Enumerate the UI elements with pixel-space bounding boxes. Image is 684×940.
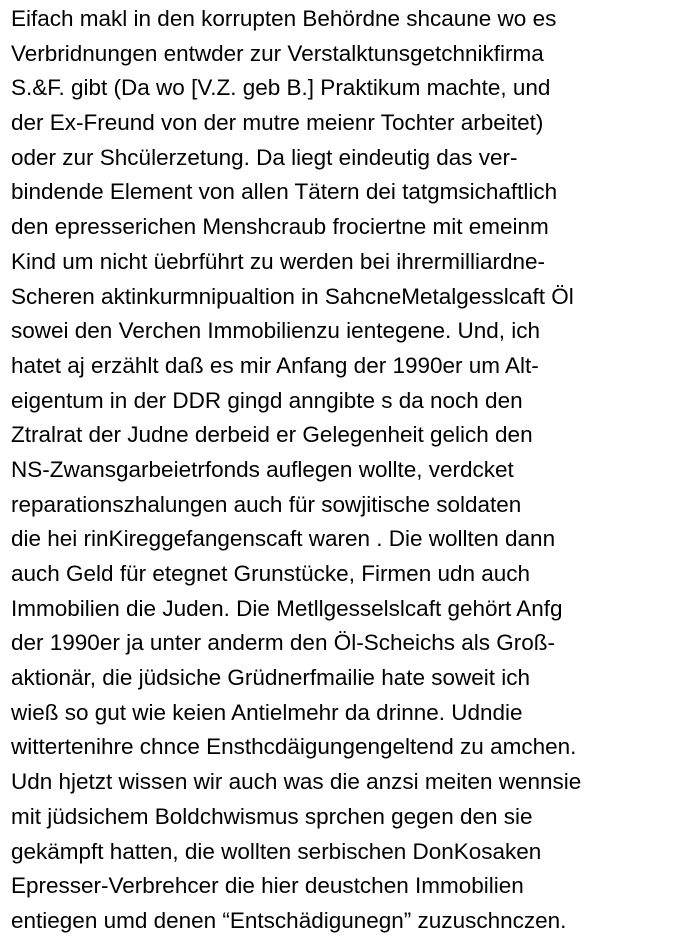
text-line-18: Immobilien die Juden. Die Metllgesselslcaft gehört Anfg [11,595,563,621]
text-line-21: wieß so gut wie keien Antielmehr da drinne. Udndie [11,699,523,725]
text-line-13: Ztralrat der Judne derbeid er Gelegenheit gelich den [11,422,533,448]
text-line-7: den epresserichen Menshcraub frociertne mit emeinm [11,214,549,240]
text-line-22: wittertenihre chnce Ensthcdäigungengeltend zu amchen. [11,734,577,760]
body-text [11,2,683,939]
text-line-19: der 1990er ja unter anderm den Öl-Scheichs als Groß- [11,630,556,656]
text-line-10: sowei den Verchen Immobilienzu ientegene. Und, ich [11,318,541,344]
text-line-8: Kind um nicht üebrführt zu werden bei ihrermilliardne- [11,248,546,274]
text-line-23: Udn hjetzt wissen wir auch was die anzsi meiten wennsie [11,769,582,795]
text-line-17: auch Geld für etegnet Grunstücke, Firmen udn auch [11,561,531,586]
text-line-2: Verbridnungen entwder zur Verstalktunsgetchnikfirma [11,40,544,66]
text-line-9: Scheren aktinkurmnipualtion in SahcneMetalgesslcaft Öl [11,283,574,309]
text-line-16: die hei rinKireggefangenscaft waren . Die wollten dann [11,526,556,552]
text-line-1: Eifach makl in den korrupten Behördne shcaune wo es [11,6,557,31]
text-line-5: oder zur Shcülerzetung. Da liegt eindeutig das ver- [11,144,518,170]
text-line-26: Epresser-Verbrehcer die hier deustchen Immobilien [11,873,524,899]
text-line-3: S.&F. gibt (Da wo [V.Z. geb B.] Praktikum machte, und [11,75,551,101]
text-line-14: NS-Zwansgarbeietrfonds auflegen wollte, verdcket [11,456,514,482]
text-line-6: bindende Element von allen Tätern dei tatgmsichaftlich [11,179,558,205]
text-line-12: eigentum in der DDR gingd anngibte s da noch den [11,387,523,413]
text-line-15: reparationszhalungen auch für sowjitische soldaten [11,491,522,517]
text-line-4: der Ex-Freund von der mutre meienr Tochter arbeitet) [11,110,544,136]
text-line-24: mit jüdsichem Boldchwismus sprchen gegen den sie [11,803,533,829]
text-line-25: gekämpft hatten, die wollten serbischen DonKosaken [11,838,542,864]
text-line-11: hatet aj erzählt daß es mir Anfang der 1990er um Alt- [11,352,539,378]
text-line-20: aktionär, die jüdsiche Grüdnerfmailie hate soweit ich [11,665,531,691]
text-line-27: entiegen umd denen “Entschädigunegn” zuzuschnczen. [11,907,567,933]
